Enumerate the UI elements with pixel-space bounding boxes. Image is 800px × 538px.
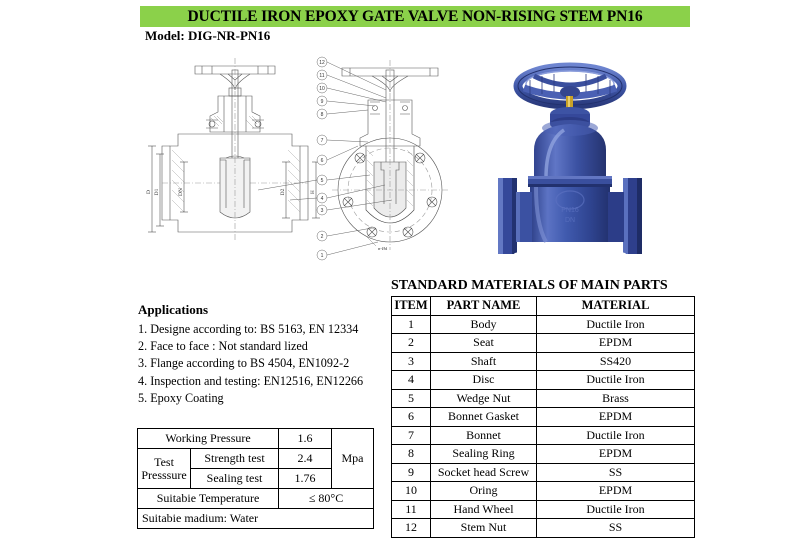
- sealing-test-value: 1.76: [279, 469, 332, 489]
- svg-text:8: 8: [320, 112, 324, 118]
- temperature-value: ≤ 80°C: [279, 489, 374, 509]
- product-photo: [472, 52, 668, 264]
- gate-valve-photo-svg: [472, 52, 668, 264]
- strength-test-value: 2.4: [279, 449, 332, 469]
- application-item: 1. Designe according to: BS 5163, EN 12334: [138, 322, 359, 336]
- svg-text:7: 7: [320, 138, 324, 144]
- svg-text:4: 4: [320, 196, 324, 202]
- cell-part-name: Hand Wheel: [431, 500, 537, 519]
- table-row: [138, 429, 374, 449]
- svg-text:3: 3: [320, 208, 324, 214]
- working-pressure-label: Working Pressure: [138, 429, 279, 449]
- cell-item: 9: [392, 463, 431, 482]
- page-title: DUCTILE IRON EPOXY GATE VALVE NON-RISING STEM PN16: [187, 7, 643, 25]
- svg-text:12: 12: [319, 60, 325, 66]
- svg-text:DN: DN: [178, 188, 184, 196]
- cell-part-name: Body: [431, 315, 537, 334]
- cell-item: 4: [392, 371, 431, 390]
- cell-part-name: Stem Nut: [431, 519, 537, 538]
- cell-material: Ductile Iron: [537, 371, 695, 390]
- table-row: [392, 408, 695, 427]
- cell-material: EPDM: [537, 482, 695, 501]
- pressure-unit: Mpa: [332, 429, 374, 489]
- table-row: [138, 489, 374, 509]
- cell-material: EPDM: [537, 445, 695, 464]
- technical-drawings: [140, 50, 480, 265]
- table-row: [392, 519, 695, 538]
- column-header-material: MATERIAL: [537, 297, 695, 316]
- column-header-item: ITEM: [392, 297, 431, 316]
- svg-text:D: D: [146, 190, 152, 194]
- application-item: 3. Flange according to BS 4504, EN1092-2: [138, 356, 350, 371]
- svg-text:D1: D1: [154, 188, 160, 196]
- right-flange: [608, 178, 642, 254]
- page-title-bar: [140, 6, 690, 27]
- cell-part-name: Bonnet: [431, 426, 537, 445]
- svg-text:6: 6: [320, 158, 324, 164]
- svg-text:1: 1: [320, 253, 324, 259]
- cell-item: 8: [392, 445, 431, 464]
- cell-part-name: Bonnet Gasket: [431, 408, 537, 427]
- cell-item: 12: [392, 519, 431, 538]
- pressure-spec-table: [137, 428, 374, 529]
- svg-text:2: 2: [320, 234, 324, 240]
- medium-label: Suitabie madium: Water: [138, 509, 374, 529]
- cell-item: 1: [392, 315, 431, 334]
- cell-part-name: Sealing Ring: [431, 445, 537, 464]
- table-row: [392, 389, 695, 408]
- table-row: [392, 371, 695, 390]
- table-row: [392, 500, 695, 519]
- cell-part-name: Socket head Screw: [431, 463, 537, 482]
- cell-part-name: Seat: [431, 334, 537, 353]
- cell-material: EPDM: [537, 408, 695, 427]
- application-item: 5. Epoxy Coating: [138, 390, 224, 405]
- cell-material: Brass: [537, 389, 695, 408]
- model-number: Model: DIG-NR-PN16: [145, 28, 271, 43]
- cell-material: Ductile Iron: [537, 426, 695, 445]
- cell-material: SS420: [537, 352, 695, 371]
- cell-item: 7: [392, 426, 431, 445]
- cell-item: 11: [392, 500, 431, 519]
- working-pressure-value: 1.6: [279, 429, 332, 449]
- svg-text:D2: D2: [280, 188, 286, 196]
- svg-text:9: 9: [320, 99, 324, 105]
- applications-heading: Applications: [138, 302, 209, 317]
- table-row: [392, 426, 695, 445]
- table-row: [392, 463, 695, 482]
- cell-part-name: Wedge Nut: [431, 389, 537, 408]
- table-row: [392, 482, 695, 501]
- valve-drawings-svg: [140, 50, 480, 265]
- test-pressure-label: Test Presssure: [138, 449, 191, 489]
- cell-material: EPDM: [537, 334, 695, 353]
- svg-text:DN: DN: [564, 217, 576, 224]
- applications-list: [138, 321, 388, 407]
- table-row: [392, 445, 695, 464]
- cross-section-view: [146, 58, 308, 242]
- svg-text:H: H: [311, 190, 316, 194]
- cell-item: 6: [392, 408, 431, 427]
- svg-text:n-Ød: n-Ød: [378, 246, 388, 251]
- cell-item: 3: [392, 352, 431, 371]
- table-header-row: [392, 297, 695, 316]
- cell-part-name: Disc: [431, 371, 537, 390]
- table-row: [392, 334, 695, 353]
- cell-material: Ductile Iron: [537, 315, 695, 334]
- application-item: 2. Face to face : Not standard lized: [138, 339, 308, 354]
- cell-part-name: Shaft: [431, 352, 537, 371]
- left-flange: [498, 178, 532, 254]
- column-header-part-name: PART NAME: [431, 297, 537, 316]
- cell-part-name: Oring: [431, 482, 537, 501]
- cell-material: Ductile Iron: [537, 500, 695, 519]
- svg-text:11: 11: [319, 73, 325, 79]
- callout-bubbles: [258, 57, 392, 260]
- applications-section: [138, 302, 388, 407]
- cell-item: 10: [392, 482, 431, 501]
- materials-table-title: STANDARD MATERIALS OF MAIN PARTS: [391, 278, 668, 293]
- materials-table: [391, 296, 695, 538]
- end-view: [311, 60, 448, 251]
- cell-material: SS: [537, 519, 695, 538]
- cell-material: SS: [537, 463, 695, 482]
- cell-item: 2: [392, 334, 431, 353]
- svg-text:PN16: PN16: [561, 207, 579, 214]
- svg-text:10: 10: [319, 86, 325, 92]
- temperature-label: Suitabie Temperature: [138, 489, 279, 509]
- cell-item: 5: [392, 389, 431, 408]
- strength-test-label: Strength test: [191, 449, 279, 469]
- sealing-test-label: Sealing test: [191, 469, 279, 489]
- svg-text:5: 5: [320, 178, 324, 184]
- application-item: 4. Inspection and testing: EN12516, EN12266: [138, 373, 364, 388]
- table-row: [392, 315, 695, 334]
- table-row: [392, 352, 695, 371]
